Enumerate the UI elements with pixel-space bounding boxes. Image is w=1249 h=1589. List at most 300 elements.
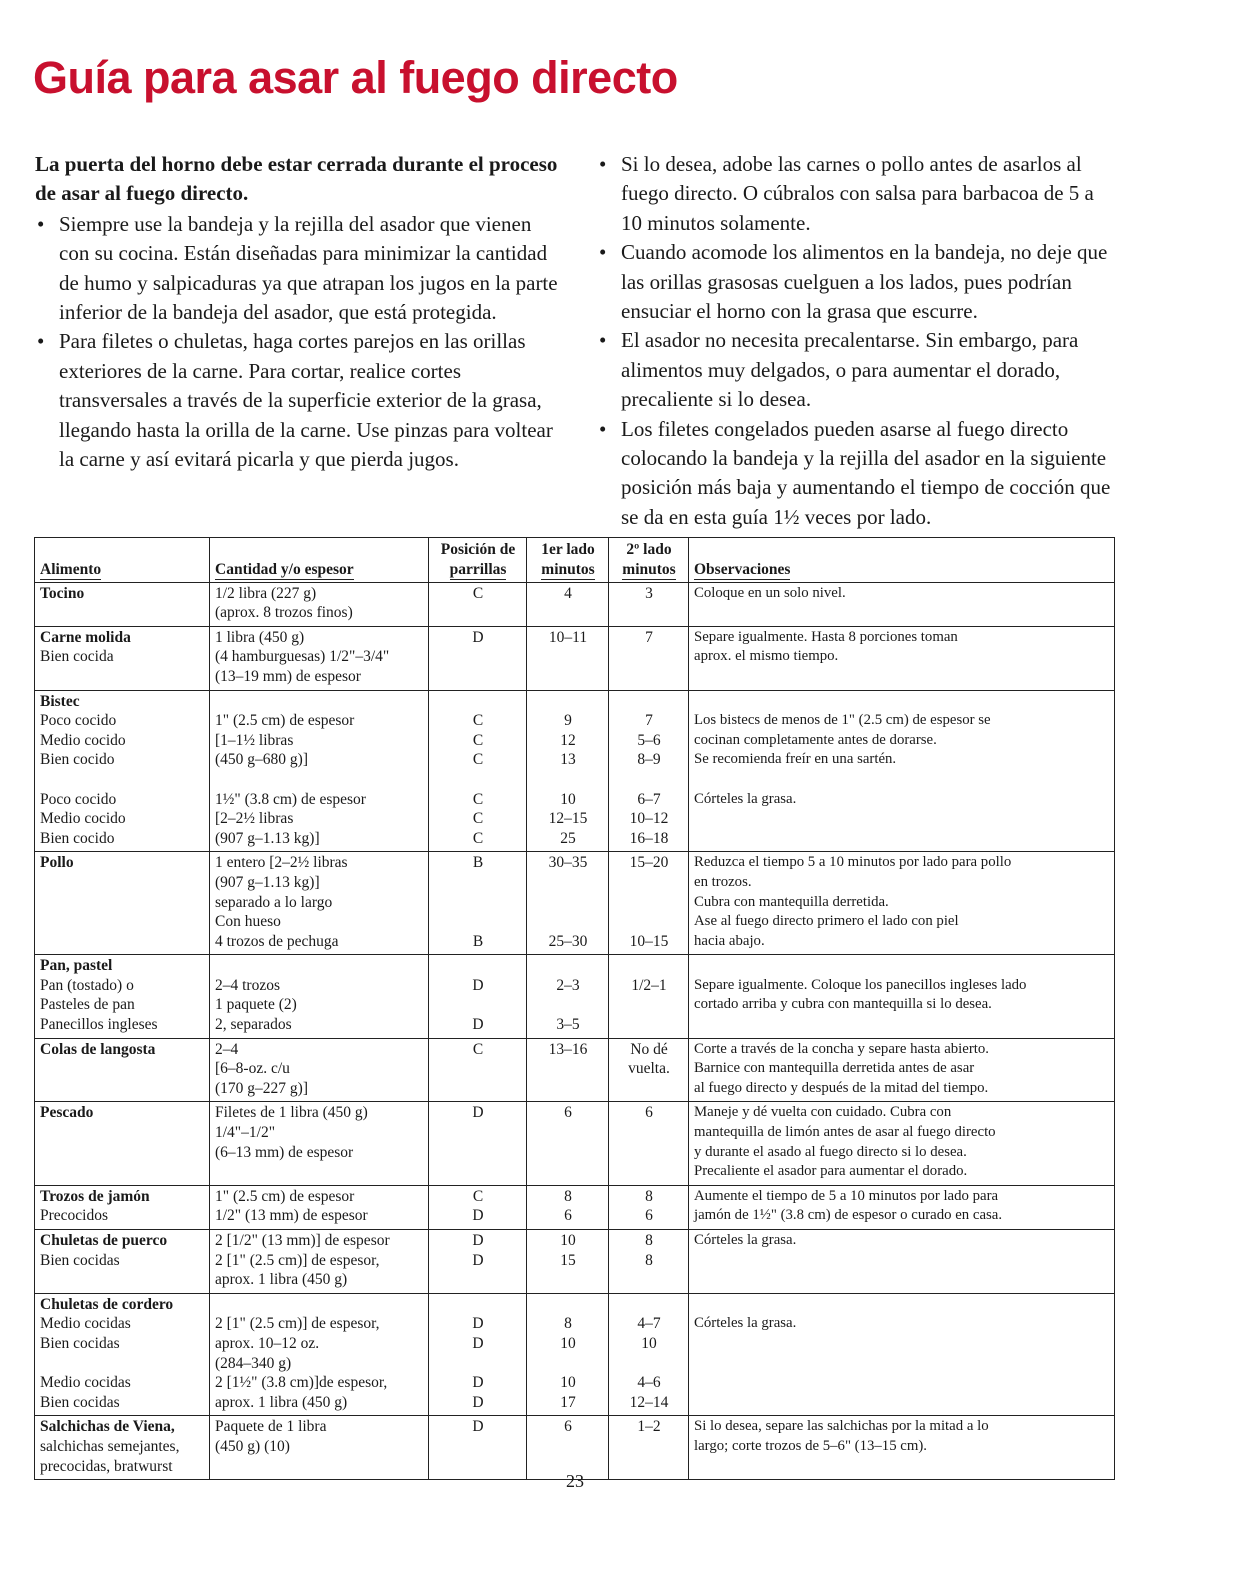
header-notes: Observaciones [689, 538, 1115, 583]
cell-line: cortado arriba y cubra con mantequilla si lo desea. [694, 996, 992, 1013]
cell-line [532, 956, 604, 976]
cell-line: 25 [560, 829, 576, 847]
cell-line: 30–35 [548, 854, 588, 872]
rack-position-cell [429, 626, 527, 690]
cell-line: C [472, 584, 484, 602]
cell-line: separado a lo largo [215, 893, 333, 911]
cell-line: 2–4 trozos [215, 976, 281, 994]
cell-line: D [472, 628, 484, 646]
cell-line [614, 692, 684, 712]
table-row [35, 852, 1115, 955]
cell-line: D [472, 1207, 484, 1225]
cell-line [694, 1373, 1110, 1393]
second-side-minutes-cell [609, 852, 689, 955]
cell-line: D [472, 1374, 484, 1392]
food-cell [35, 955, 210, 1038]
cell-line: 1/2" (13 mm) de espesor [215, 1207, 368, 1225]
food-name: Carne molida [40, 628, 131, 646]
cell-line [694, 809, 1110, 829]
food-name: Trozos de jamón [40, 1187, 150, 1205]
cell-line [434, 1354, 522, 1374]
cell-line: Cubra con mantequilla derretida. [694, 893, 889, 910]
cell-line [434, 912, 522, 932]
food-cell [35, 1416, 210, 1480]
cell-line: C [472, 829, 484, 847]
tip-item [597, 326, 1117, 414]
header-second-side: 2º lado minutos [609, 538, 689, 583]
second-side-minutes-cell [609, 1230, 689, 1294]
amount-cell [210, 1293, 429, 1416]
amount-cell [210, 1416, 429, 1480]
cell-line: Poco cocido [40, 712, 117, 730]
food-name: Tocino [40, 584, 85, 602]
cell-line: D [472, 1016, 484, 1034]
cell-line: Córteles la grasa. [694, 790, 797, 807]
cell-line: Córteles la grasa. [694, 1232, 797, 1248]
cell-line: [2–2½ libras [215, 810, 294, 828]
cell-line: C [472, 731, 484, 749]
cell-line: 7 [645, 712, 653, 730]
cell-line: en trozos. [694, 873, 752, 890]
cell-line: 1 paquete (2) [215, 996, 297, 1014]
intro-left-column [35, 150, 563, 474]
cell-line: 13 [560, 751, 576, 769]
header-food: Alimento [35, 538, 210, 583]
table-row [35, 1293, 1115, 1416]
cell-line [694, 829, 1110, 849]
cell-line: Separe igualmente. Hasta 8 porciones toman [694, 628, 958, 645]
cell-line: mantequilla de limón antes de asar al fuego directo [694, 1124, 996, 1141]
cell-line: Separe igualmente. Coloque los panecillos ingleses lado [694, 976, 1027, 993]
cell-line: D [472, 1418, 484, 1436]
cell-line [215, 956, 424, 976]
cell-line [614, 770, 684, 790]
cell-line: 1/2 libra (227 g) [215, 584, 317, 602]
cell-line [694, 956, 1110, 976]
tip-item [35, 210, 563, 328]
food-cell [35, 1038, 210, 1102]
cell-line: 10–15 [629, 932, 669, 950]
cell-line: 8 [645, 1232, 653, 1249]
bullet-dot: • [599, 328, 607, 353]
first-side-minutes-cell [527, 690, 609, 852]
cell-line [614, 1295, 684, 1315]
notes-cell [689, 690, 1115, 852]
cell-line: 8 [564, 1315, 572, 1333]
cell-line: 1" (2.5 cm) de espesor [215, 712, 355, 730]
cell-line: 6 [564, 1104, 572, 1122]
bullet-dot: • [37, 329, 45, 354]
cell-line: 17 [560, 1393, 576, 1411]
food-cell [35, 1293, 210, 1416]
cell-line: 4 [564, 584, 572, 602]
cell-line [532, 912, 604, 932]
cell-line [694, 1015, 1110, 1035]
notes-cell [689, 1416, 1115, 1480]
cell-line: 10 [560, 790, 576, 808]
cell-line: 8 [645, 1251, 653, 1269]
cell-line: D [472, 1104, 484, 1122]
cell-line: 2 [1" (2.5 cm)] de espesor, [215, 1315, 380, 1333]
cell-line: 6 [564, 1207, 572, 1225]
cell-line [215, 770, 424, 790]
tip-text: Para filetes o chuletas, haga cortes parejos en las orillas exteriores de la carne. Para cortar, realice cortes transversales a través de la superficie exterior de la grasa, llegando hasta la orilla de la carne. Use pinzas para voltear la carne y así evitará picarla y que pierda jugos. [59, 329, 553, 472]
cell-line [694, 770, 1110, 790]
notes-cell [689, 582, 1115, 626]
cell-line: 10–12 [629, 810, 669, 828]
cell-line [40, 1354, 205, 1374]
cell-line: salchichas semejantes, [40, 1437, 180, 1455]
table-row [35, 1038, 1115, 1102]
amount-cell [210, 1230, 429, 1294]
cell-line: aprox. 1 libra (450 g) [215, 1271, 348, 1289]
cell-line: aprox. el mismo tiempo. [694, 648, 839, 665]
cell-line [614, 1015, 684, 1035]
notes-cell [689, 852, 1115, 955]
cell-line: Pan (tostado) o [40, 976, 134, 994]
cell-line [434, 956, 522, 976]
cell-line: Reduzca el tiempo 5 a 10 minutos por lado para pollo [694, 854, 1012, 871]
cell-line [614, 956, 684, 976]
cell-line [614, 893, 684, 913]
cell-line: Maneje y dé vuelta con cuidado. Cubra con [694, 1104, 952, 1121]
bullet-dot: • [599, 152, 607, 176]
cell-line: hacia abajo. [694, 932, 765, 949]
amount-cell [210, 690, 429, 852]
tips-list-right [597, 150, 1117, 532]
food-name: Colas de langosta [40, 1040, 156, 1058]
header-first-side: 1er lado minutos [527, 538, 609, 583]
amount-cell [210, 1102, 429, 1185]
cell-line: 6–7 [637, 790, 661, 808]
food-name: Chuletas de cordero [40, 1295, 174, 1313]
cell-line: (13–19 mm) de espesor [215, 667, 361, 685]
cell-line: aprox. 1 libra (450 g) [215, 1393, 348, 1411]
rack-position-cell [429, 582, 527, 626]
tips-list-left [35, 210, 563, 475]
cell-line: Medio cocido [40, 731, 126, 749]
rack-position-cell [429, 1185, 527, 1229]
cell-line: Coloque en un solo nivel. [694, 584, 846, 601]
cell-line: Se recomienda freír en una sartén. [694, 751, 897, 768]
food-name: Chuletas de puerco [40, 1232, 168, 1249]
notes-cell [689, 1293, 1115, 1416]
cell-line: Bien cocido [40, 751, 115, 769]
cell-line: cocinan completamente antes de dorarse. [694, 731, 937, 748]
cell-line: Barnice con mantequilla derretida antes de asar [694, 1060, 975, 1077]
cell-line [434, 770, 522, 790]
cell-line [694, 1295, 1110, 1315]
tip-item [597, 415, 1117, 533]
cell-line: 2, separados [215, 1016, 292, 1034]
cell-line: 12 [560, 731, 576, 749]
cell-line [532, 1295, 604, 1315]
cell-line: 10 [641, 1334, 657, 1352]
notes-cell [689, 1185, 1115, 1229]
cell-line [694, 1393, 1110, 1413]
first-side-minutes-cell [527, 626, 609, 690]
cell-line [215, 692, 424, 712]
second-side-minutes-cell [609, 1102, 689, 1185]
cell-line: 10 [560, 1334, 576, 1352]
cell-line: C [472, 790, 484, 808]
cell-line [694, 692, 1110, 712]
cell-line: B [472, 932, 484, 950]
bullet-dot: • [37, 211, 45, 236]
cell-line: (450 g–680 g)] [215, 751, 308, 769]
cell-line: Córteles la grasa. [694, 1315, 797, 1332]
cell-line: (aprox. 8 trozos finos) [215, 604, 353, 622]
food-cell [35, 1230, 210, 1294]
cell-line: 15–20 [629, 854, 669, 872]
cell-line: Pasteles de pan [40, 996, 135, 1014]
bullet-dot: • [599, 240, 607, 265]
cell-line: Bien cocido [40, 829, 115, 847]
cell-line: Corte a través de la concha y separe hasta abierto. [694, 1040, 989, 1057]
cell-line: Medio cocido [40, 810, 126, 828]
cell-line [434, 995, 522, 1015]
cell-line [532, 873, 604, 893]
cell-line: 1 entero [2–2½ libras [215, 854, 348, 872]
cell-line: Medio cocidas [40, 1374, 131, 1392]
cell-line [532, 995, 604, 1015]
cell-line: 9 [564, 712, 572, 730]
header-rack-position: Posición de parrillas [429, 538, 527, 583]
cell-line: C [472, 751, 484, 769]
food-name: Pescado [40, 1104, 94, 1122]
food-cell [35, 1185, 210, 1229]
cell-line [40, 770, 205, 790]
cell-line [614, 873, 684, 893]
table-row [35, 582, 1115, 626]
cell-line: 1" (2.5 cm) de espesor [215, 1187, 355, 1205]
notes-cell [689, 1038, 1115, 1102]
cell-line: D [472, 1334, 484, 1352]
cell-line [694, 1334, 1110, 1354]
first-side-minutes-cell [527, 955, 609, 1038]
door-warning: La puerta del horno debe estar cerrada durante el proceso de asar al fuego directo. [35, 152, 558, 206]
cell-line [434, 1295, 522, 1315]
cell-line: 3–5 [556, 1016, 580, 1034]
amount-cell [210, 582, 429, 626]
cell-line: (450 g) (10) [215, 1437, 290, 1455]
food-name: Bistec [40, 692, 80, 710]
second-side-minutes-cell [609, 1038, 689, 1102]
table-row [35, 1102, 1115, 1185]
cell-line: 1–2 [637, 1418, 661, 1436]
cell-line: 3 [645, 584, 653, 602]
second-side-minutes-cell [609, 1185, 689, 1229]
cell-line [434, 692, 522, 712]
cell-line: D [472, 976, 484, 994]
cell-line [434, 873, 522, 893]
food-name: Pan, pastel [40, 957, 113, 975]
food-name: Pollo [40, 854, 74, 872]
cell-line [694, 1354, 1110, 1374]
cell-line: 6 [564, 1418, 572, 1436]
tip-text: Si lo desea, adobe las carnes o pollo antes de asarlos al fuego directo. O cúbralos con salsa para barbacoa de 5 a 10 minutos solamente. [621, 152, 1094, 235]
cell-line: D [472, 1393, 484, 1411]
first-side-minutes-cell [527, 1102, 609, 1185]
intro-right-column [597, 150, 1117, 532]
cell-line: 2 [1/2" (13 mm)] de espesor [215, 1232, 390, 1249]
cell-line: largo; corte trozos de 5–6" (13–15 cm). [694, 1437, 928, 1454]
cell-line: Bien cocidas [40, 1393, 120, 1411]
cell-line: Panecillos ingleses [40, 1016, 158, 1034]
cell-line: 8 [564, 1187, 572, 1205]
food-name: Salchichas de Viena, [40, 1418, 175, 1436]
cell-line: [1–1½ libras [215, 731, 294, 749]
food-cell [35, 626, 210, 690]
amount-cell [210, 626, 429, 690]
cell-line: C [472, 712, 484, 730]
cell-line: (284–340 g) [215, 1354, 292, 1372]
table-row [35, 955, 1115, 1038]
cell-line: jamón de 1½" (3.8 cm) de espesor o curado en casa. [694, 1207, 1003, 1224]
cell-line [215, 1295, 424, 1315]
cell-line: 1 libra (450 g) [215, 628, 305, 646]
first-side-minutes-cell [527, 1293, 609, 1416]
cell-line: Precaliente el asador para aumentar el dorado. [694, 1163, 968, 1180]
cell-line: 6 [645, 1207, 653, 1225]
cell-line: Precocidos [40, 1207, 109, 1225]
cell-line: No dé [630, 1040, 668, 1058]
cell-line: 7 [645, 628, 653, 646]
cell-line [614, 995, 684, 1015]
first-side-minutes-cell [527, 582, 609, 626]
cell-line: (170 g–227 g)] [215, 1079, 308, 1097]
second-side-minutes-cell [609, 955, 689, 1038]
food-cell [35, 582, 210, 626]
rack-position-cell [429, 690, 527, 852]
cell-line: 10 [560, 1374, 576, 1392]
cell-line: 6 [645, 1104, 653, 1122]
cell-line: Filetes de 1 libra (450 g) [215, 1104, 368, 1122]
cell-line [532, 692, 604, 712]
rack-position-cell [429, 1102, 527, 1185]
cell-line: 25–30 [548, 932, 588, 950]
cell-line: 13–16 [548, 1040, 588, 1058]
cell-line: Bien cocidas [40, 1334, 120, 1352]
notes-cell [689, 626, 1115, 690]
cell-line: 12–15 [548, 810, 588, 828]
amount-cell [210, 1185, 429, 1229]
cell-line: 1/2–1 [631, 976, 667, 994]
cell-line [434, 893, 522, 913]
cell-line: 4 trozos de pechuga [215, 932, 339, 950]
cell-line: Aumente el tiempo de 5 a 10 minutos por lado para [694, 1187, 999, 1204]
cell-line: 16–18 [629, 829, 669, 847]
rack-position-cell [429, 955, 527, 1038]
cell-line: B [472, 854, 484, 872]
cell-line: (907 g–1.13 kg)] [215, 829, 320, 847]
cell-line: Poco cocido [40, 790, 117, 808]
amount-cell [210, 955, 429, 1038]
table-row [35, 690, 1115, 852]
cell-line: 10–11 [548, 628, 588, 646]
cell-line: Ase al fuego directo primero el lado con piel [694, 913, 959, 930]
food-cell [35, 1102, 210, 1185]
first-side-minutes-cell [527, 1230, 609, 1294]
first-side-minutes-cell [527, 852, 609, 955]
cell-line: 12–14 [629, 1393, 669, 1411]
cell-line: 2–4 [215, 1040, 239, 1058]
second-side-minutes-cell [609, 690, 689, 852]
cell-line: al fuego directo y después de la mitad del tiempo. [694, 1079, 989, 1096]
cell-line: (907 g–1.13 kg)] [215, 873, 320, 891]
cell-line: 2 [1" (2.5 cm)] de espesor, [215, 1251, 380, 1269]
amount-cell [210, 852, 429, 955]
food-cell [35, 852, 210, 955]
cell-line [614, 912, 684, 932]
cell-line: 10 [560, 1232, 576, 1249]
food-cell [35, 690, 210, 852]
rack-position-cell [429, 1038, 527, 1102]
tip-item [597, 238, 1117, 326]
second-side-minutes-cell [609, 626, 689, 690]
cell-line: Si lo desea, separe las salchichas por la mitad a lo [694, 1418, 989, 1435]
cell-line: C [472, 1040, 484, 1058]
second-side-minutes-cell [609, 1293, 689, 1416]
broiling-chart-table [34, 537, 1115, 1480]
cell-line: y durante el asado al fuego directo si lo desea. [694, 1143, 967, 1160]
tip-item [35, 327, 563, 474]
cell-line: 2–3 [556, 976, 580, 994]
cell-line: 8 [645, 1187, 653, 1205]
cell-line: Medio cocidas [40, 1315, 131, 1333]
cell-line: Bien cocida [40, 648, 114, 666]
cell-line: 1½" (3.8 cm) de espesor [215, 790, 366, 808]
cell-line: Bien cocidas [40, 1251, 120, 1269]
rack-position-cell [429, 1293, 527, 1416]
cell-line: aprox. 10–12 oz. [215, 1334, 320, 1352]
rack-position-cell [429, 1416, 527, 1480]
cell-line [532, 1354, 604, 1374]
cell-line: 15 [560, 1251, 576, 1269]
cell-line: vuelta. [628, 1060, 670, 1078]
tip-text: Cuando acomode los alimentos en la bandeja, no deje que las orillas grasosas cuelguen a los lados, pues podrían ensuciar el horno con la grasa que escurre. [621, 240, 1108, 324]
cell-line: D [472, 1315, 484, 1333]
cell-line: 4–7 [637, 1315, 661, 1333]
first-side-minutes-cell [527, 1038, 609, 1102]
cell-line: Los bistecs de menos de 1" (2.5 cm) de espesor se [694, 712, 991, 729]
cell-line: [6–8-oz. c/u [215, 1060, 290, 1078]
table-row [35, 1230, 1115, 1294]
cell-line: 8–9 [637, 751, 661, 769]
cell-line: D [472, 1232, 484, 1249]
second-side-minutes-cell [609, 1416, 689, 1480]
cell-line: C [472, 810, 484, 828]
cell-line: D [472, 1251, 484, 1269]
amount-cell [210, 1038, 429, 1102]
cell-line: 2 [1½" (3.8 cm)]de espesor, [215, 1374, 388, 1392]
tip-text: El asador no necesita precalentarse. Sin embargo, para alimentos muy delgados, o para aumentar el dorado, precaliente si lo desea. [621, 328, 1079, 412]
table-header-row [35, 538, 1115, 583]
notes-cell [689, 1102, 1115, 1185]
cell-line [532, 893, 604, 913]
cell-line: (4 hamburguesas) 1/2"–3/4" [215, 648, 390, 666]
cell-line: C [472, 1187, 484, 1205]
page-title: Guía para asar al fuego directo [33, 52, 678, 103]
cell-line: Paquete de 1 libra [215, 1418, 327, 1436]
table-row [35, 1185, 1115, 1229]
rack-position-cell [429, 852, 527, 955]
second-side-minutes-cell [609, 582, 689, 626]
tip-text: Siempre use la bandeja y la rejilla del asador que vienen con su cocina. Están diseñadas para minimizar la cantidad de humo y salpicaduras ya que atrapan los jugos en la parte inferior de la bandeja del asador, que está protegida. [59, 211, 558, 325]
cell-line: 5–6 [637, 731, 661, 749]
cell-line [532, 770, 604, 790]
first-side-minutes-cell [527, 1185, 609, 1229]
